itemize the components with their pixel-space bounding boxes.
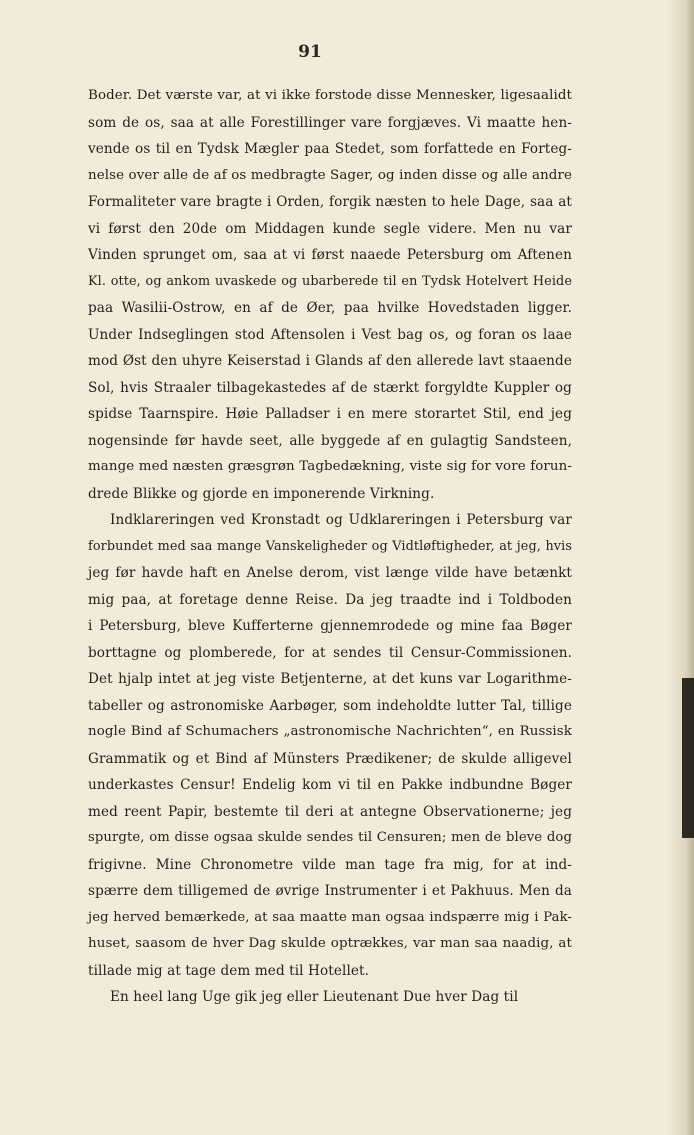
text-line: mod Øst den uhyre Keiserstad i Glands af den allerede lavt staaende	[88, 353, 572, 369]
page-edge-shadow	[666, 0, 694, 1135]
page-number: 91	[298, 42, 322, 62]
text-line: En heel lang Uge gik jeg eller Lieutenant Due hver Dag til	[110, 989, 519, 1005]
text-line: forbundet med saa mange Vanskeligheder og Vidtløftigheder, at jeg, hvis	[88, 538, 572, 554]
text-line: som de os, saa at alle Forestillinger vare forgjæves. Vi maatte hen-	[88, 114, 572, 131]
text-line: Vinden sprunget om, saa at vi først naaede Petersburg om Aftenen	[88, 247, 572, 263]
text-line: i Petersburg, bleve Kufferterne gjennemrodede og mine faa Bøger	[88, 618, 572, 634]
text-line: Boder. Det værste var, at vi ikke forstode disse Mennesker, ligesaalidt	[88, 88, 572, 103]
text-line: paa Wasilii-Ostrow, en af de Øer, paa hvilke Hovedstaden ligger.	[88, 300, 572, 316]
paragraph	[88, 507, 572, 984]
text-line: drede Blikke og gjorde en imponerende Virkning.	[88, 485, 435, 502]
text-line: nelse over alle de af os medbragte Sager, og inden disse og alle andre	[88, 167, 572, 183]
text-line: Sol, hvis Straaler tilbagekastedes af de stærkt forgyldte Kuppler og	[88, 379, 572, 396]
page-edge-mark	[682, 678, 694, 838]
text-line: Det hjalp intet at jeg viste Betjenterne, at det kuns var Logarithme-	[88, 671, 572, 687]
text-line: jeg før havde haft en Anelse derom, vist længe vilde have betænkt	[88, 565, 572, 581]
text-line: vende os til en Tydsk Mægler paa Stedet, som forfattede en Forteg-	[88, 141, 572, 157]
text-line: spurgte, om disse ogsaa skulde sendes til Censuren; men de bleve dog	[88, 830, 572, 845]
paragraph	[88, 984, 572, 1011]
text-line: Grammatik og et Bind af Münsters Prædikener; de skulde alligevel	[88, 750, 572, 767]
text-line: frigivne. Mine Chronometre vilde man tage fra mig, for at ind-	[88, 856, 572, 873]
text-line: tillade mig at tage dem med til Hotellet.	[88, 962, 370, 979]
body-text	[88, 83, 572, 1011]
text-line: spidse Taarnspire. Høie Palladser i en mere storartet Stil, end jeg	[88, 406, 572, 422]
text-line: tabeller og astronomiske Aarbøger, som indeholdte lutter Tal, tillige	[88, 697, 572, 714]
paragraph	[88, 83, 572, 507]
text-line: Formaliteter vare bragte i Orden, forgik næsten to hele Dage, saa at	[88, 194, 572, 210]
text-line: mange med næsten græsgrøn Tagbedækning, viste sig for vore forun-	[88, 459, 572, 474]
text-line: nogle Bind af Schumachers „astronomische Nachrichten“, en Russisk	[88, 724, 572, 739]
text-line: borttagne og plomberede, for at sendes til Censur-Commissionen.	[88, 644, 572, 661]
text-line: Indklareringen ved Kronstadt og Udklareringen i Petersburg var	[110, 512, 572, 528]
text-line: Under Indseglingen stod Aftensolen i Vest bag os, og foran os laae	[88, 326, 572, 343]
text-line: med reent Papir, bestemte til deri at antegne Observationerne; jeg	[88, 803, 572, 820]
text-line: jeg herved bemærkede, at saa maatte man ogsaa indspærre mig i Pak-	[88, 909, 572, 925]
text-line: mig paa, at foretage denne Reise. Da jeg traadte ind i Toldboden	[88, 591, 572, 608]
text-line: spærre dem tilligemed de øvrige Instrumenter i et Pakhuus. Men da	[88, 883, 572, 899]
text-line: underkastes Censur! Endelig kom vi til en Pakke indbundne Bøger	[88, 777, 572, 793]
text-line: huset, saasom de hver Dag skulde optrækkes, var man saa naadig, at	[88, 936, 572, 951]
text-line: nogensinde før havde seet, alle byggede af en gulagtig Sandsteen,	[88, 432, 572, 449]
text-line: vi først den 20de om Middagen kunde segle videre. Men nu var	[88, 220, 572, 237]
text-line: Kl. otte, og ankom uvaskede og ubarberede til en Tydsk Hotelvert Heide	[88, 273, 572, 289]
